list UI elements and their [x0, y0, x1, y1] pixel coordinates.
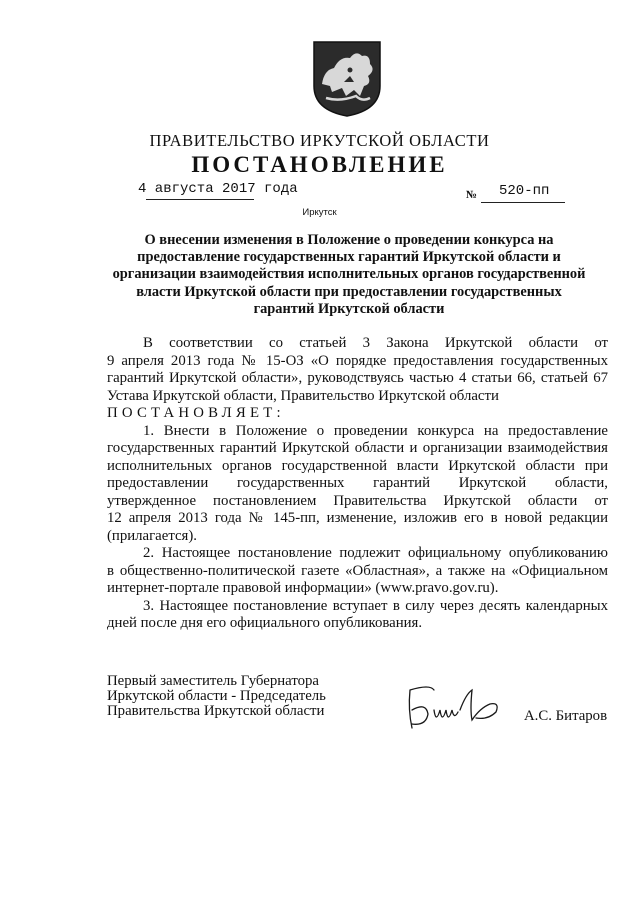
position-line: Правительства Иркутской области: [107, 703, 325, 719]
title-line: предоставление государственных гарантий Иркутской области и: [137, 249, 561, 266]
body-line: 1. Внести в Положение о проведении конкурса на предоставление: [143, 422, 608, 439]
signer-name: А.С. Битаров: [524, 708, 608, 724]
body-line: В соответствии со статьей 3 Закона Иркутской области от: [143, 335, 608, 351]
document-body: [107, 335, 608, 633]
body-line: в общественно-политической газете «Областная», а также на «Официальном: [107, 562, 608, 579]
body-line: Устава Иркутской области, Правительство Иркутской области: [107, 387, 499, 404]
position-line: Первый заместитель Губернатора: [107, 673, 319, 689]
document-number: 520-пп: [499, 183, 550, 199]
body-line: 3. Настоящее постановление вступает в силу через десять календарных: [143, 597, 608, 614]
city-name: Иркутск: [302, 207, 337, 218]
body-line: дней после дня его официального опубликования.: [107, 615, 423, 631]
body-line: государственных гарантий Иркутской области и организации взаимодействия: [107, 440, 608, 456]
item-2-paragraph: [107, 545, 608, 598]
position-line: Иркутской области - Председатель: [107, 688, 326, 704]
item-3-paragraph: [107, 598, 608, 633]
body-line: 9 апреля 2013 года № 15-ОЗ «О порядке предоставления государственных: [107, 352, 608, 369]
body-line: гарантий Иркутской области», руководствуясь частью 4 статьи 66, статьей 67: [107, 370, 608, 386]
body-line: утвержденное постановлением Правительства Иркутской области от: [107, 492, 608, 509]
document-title: [105, 232, 593, 318]
body-line: интернет-портале правовой информации» (www.pravo.gov.ru).: [107, 580, 499, 596]
preamble-paragraph: [107, 335, 608, 405]
body-line: 2. Настоящее постановление подлежит официальному опубликованию: [143, 545, 608, 561]
title-line: гарантий Иркутской области: [253, 300, 445, 317]
body-line: 12 апреля 2013 года № 145-пп, изменение, изложив его в новой редакции: [107, 510, 608, 526]
number-underline: [481, 202, 565, 203]
coat-of-arms-emblem: [310, 40, 384, 118]
title-line: О внесении изменения в Положение о проведении конкурса на: [144, 232, 554, 248]
body-line: исполнительных органов государственной власти Иркутской области при: [107, 457, 608, 474]
title-line: организации взаимодействия исполнительных органов государственной: [112, 266, 586, 283]
item-1-paragraph: [107, 423, 608, 546]
signatory-position: [107, 674, 326, 719]
document-type-heading: ПОСТАНОВЛЕНИЕ: [191, 152, 448, 177]
body-line: (прилагается).: [107, 527, 197, 544]
handwritten-signature: [400, 680, 505, 735]
document-date: 4 августа 2017 года: [138, 181, 298, 197]
number-sign: №: [466, 189, 478, 201]
government-name: ПРАВИТЕЛЬСТВО ИРКУТСКОЙ ОБЛАСТИ: [149, 131, 490, 150]
body-line: предоставлении государственных гарантий Иркутской области,: [107, 475, 608, 491]
title-line: власти Иркутской области при предоставлении государственных: [136, 283, 562, 300]
decree-word: ПОСТАНОВЛЯЕТ:: [107, 405, 285, 421]
date-underline: [146, 199, 254, 200]
